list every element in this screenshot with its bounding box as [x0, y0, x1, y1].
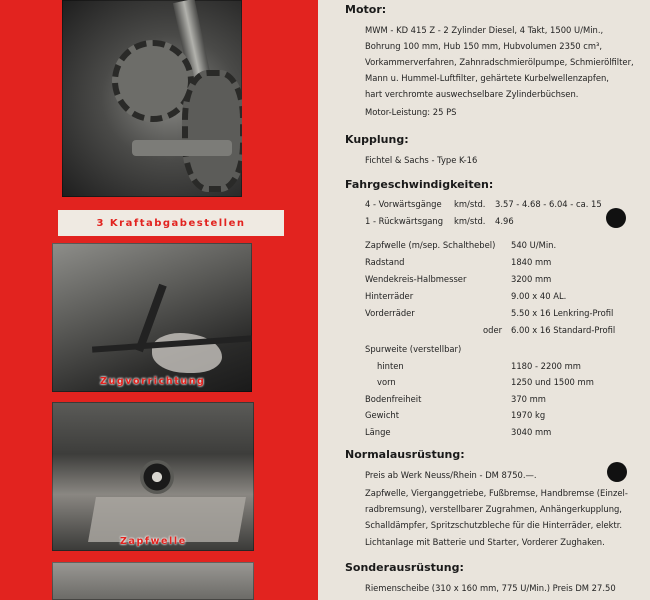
spec-value: 5.50 x 16 Lenkring-Profil	[511, 308, 614, 318]
caption-zapfwelle: Zapfwelle	[120, 536, 187, 547]
spec-value: 370 mm	[511, 394, 546, 404]
spec-column	[345, 0, 645, 600]
reverse-unit: km/std.	[454, 216, 486, 226]
spec-label: Länge	[365, 427, 391, 437]
normal-heading: Normalausrüstung:	[345, 448, 465, 461]
spec-value: 1180 - 2200 mm	[511, 361, 581, 371]
sonder-heading: Sonderausrüstung:	[345, 561, 464, 574]
spec-value: 3040 mm	[511, 427, 552, 437]
spec-value: 1970 kg	[511, 410, 546, 420]
photo-column	[0, 0, 318, 600]
reverse-label: 1 - Rückwärtsgang	[365, 216, 444, 226]
caption-kraftabgabe	[58, 210, 284, 236]
engine-gear-photo	[62, 0, 242, 197]
caption-zugvorrichtung: Zugvorrichtung	[100, 376, 206, 387]
spec-label: oder	[483, 325, 503, 335]
spec-value: 6.00 x 16 Standard-Profil	[511, 325, 616, 335]
punch-hole	[607, 462, 627, 482]
normal-line: Lichtanlage mit Batterie und Starter, Vorderer Zughaken.	[365, 537, 605, 547]
sonder-line: Riemenscheibe (310 x 160 mm, 775 U/Min.) Preis DM 27.50	[365, 583, 616, 593]
normal-price: Preis ab Werk Neuss/Rhein - DM 8750.—.	[365, 470, 537, 480]
motor-heading: Motor:	[345, 3, 387, 16]
forward-label: 4 - Vorwärtsgänge	[365, 199, 442, 209]
spec-value: 3200 mm	[511, 274, 552, 284]
motor-line: Vorkammerverfahren, Zahnradschmierölpumpe, Schmierölfilter,	[365, 57, 634, 67]
normal-line: Zapfwelle, Vierganggetriebe, Fußbremse, Handbremse (Einzel-	[365, 488, 628, 498]
forward-unit: km/std.	[454, 199, 486, 209]
normal-line: Schalldämpfer, Spritzschutzbleche für die Hinterräder, elektr.	[365, 520, 623, 530]
spec-label: hinten	[377, 361, 404, 371]
spec-label: Zapfwelle (m/sep. Schalthebel)	[365, 240, 496, 250]
spec-value: 1840 mm	[511, 257, 552, 267]
spec-label: Radstand	[365, 257, 405, 267]
kupplung-value: Fichtel & Sachs - Type K-16	[365, 155, 478, 165]
spec-value: 9.00 x 40 AL.	[511, 291, 567, 301]
spec-label: Gewicht	[365, 410, 400, 420]
normal-line: radbremsung), verstellbarer Zugrahmen, Anhängerkupplung,	[365, 504, 622, 514]
spec-label: Spurweite (verstellbar)	[365, 344, 462, 354]
motor-power: Motor-Leistung: 25 PS	[365, 107, 457, 117]
spec-label: vorn	[377, 377, 396, 387]
bottom-photo	[52, 562, 254, 600]
spec-label: Hinterräder	[365, 291, 414, 301]
spec-label: Wendekreis-Halbmesser	[365, 274, 467, 284]
speed-heading: Fahrgeschwindigkeiten:	[345, 178, 494, 191]
punch-hole	[606, 208, 626, 228]
spec-label: Vorderräder	[365, 308, 415, 318]
drawbar-photo	[52, 243, 252, 392]
motor-line: hart verchromte auswechselbare Zylinderbüchsen.	[365, 89, 579, 99]
forward-values: 3.57 - 4.68 - 6.04 - ca. 15	[495, 199, 602, 209]
motor-line: Bohrung 100 mm, Hub 150 mm, Hubvolumen 2350 cm³,	[365, 41, 603, 51]
motor-line: Mann u. Hummel-Luftfilter, gehärtete Kurbelwellenzapfen,	[365, 73, 609, 83]
caption-kraftabgabe-text: 3 Kraftabgabestellen	[96, 217, 246, 229]
spec-value: 540 U/Min.	[511, 240, 557, 250]
motor-line: MWM - KD 415 Z - 2 Zylinder Diesel, 4 Takt, 1500 U/Min.,	[365, 25, 604, 35]
kupplung-heading: Kupplung:	[345, 133, 409, 146]
spec-value: 1250 und 1500 mm	[511, 377, 594, 387]
spec-label: Bodenfreiheit	[365, 394, 422, 404]
reverse-values: 4.96	[495, 216, 514, 226]
pto-photo	[52, 402, 254, 551]
